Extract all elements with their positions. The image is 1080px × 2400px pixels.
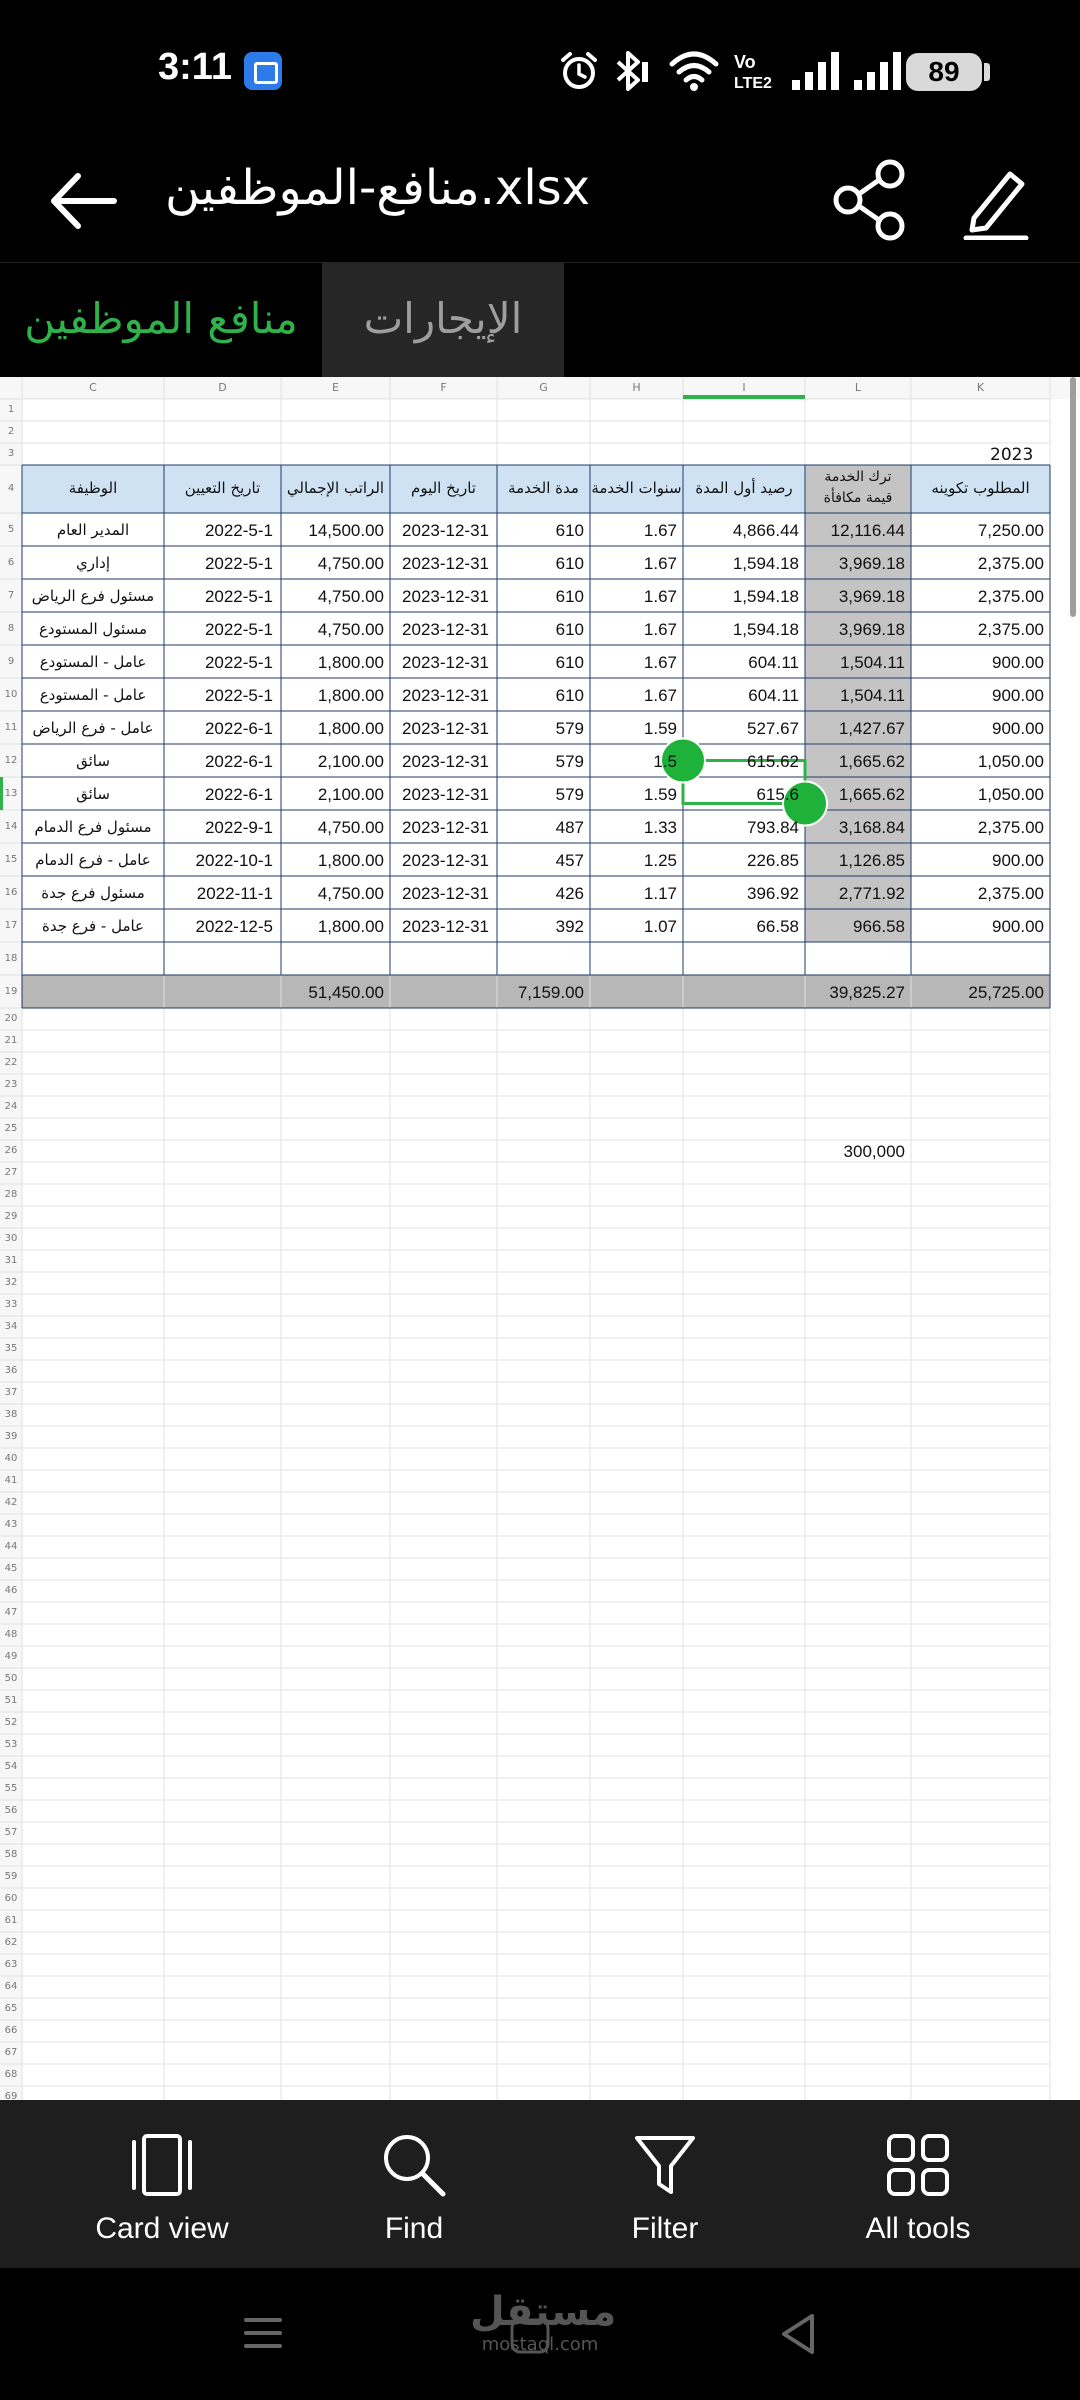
number-cell: 392 — [555, 917, 584, 936]
status-time: 3:11 — [158, 46, 232, 88]
row-number: 36 — [4, 1365, 18, 1376]
row-number: 19 — [4, 985, 18, 997]
app-bar — [0, 140, 1080, 262]
battery-icon — [984, 63, 990, 81]
battery-level: 89 — [906, 53, 982, 91]
column-letter: K — [976, 381, 985, 394]
row-number: 59 — [4, 1871, 18, 1882]
number-cell: 226.85 — [747, 851, 799, 870]
all-tools-button[interactable] — [793, 2100, 1043, 2268]
job-cell: عامل - المستودع — [39, 686, 147, 704]
svg-text:LTE2: LTE2 — [734, 75, 772, 92]
date-cell: 2022-5-1 — [204, 554, 273, 573]
row-number: 40 — [4, 1453, 18, 1464]
row-number: 32 — [4, 1277, 18, 1288]
job-cell: إداري — [76, 554, 110, 572]
date-cell: 2023-12-31 — [402, 521, 489, 540]
number-cell: 4,750.00 — [317, 620, 384, 639]
number-cell: 1,050.00 — [977, 752, 1044, 771]
date-cell: 2022-5-1 — [204, 620, 273, 639]
number-cell: 527.67 — [747, 719, 799, 738]
number-cell: 1,594.18 — [732, 620, 799, 639]
number-cell: 426 — [555, 884, 584, 903]
number-cell: 1.59 — [643, 785, 677, 804]
row-number: 24 — [4, 1101, 18, 1112]
row-number: 58 — [4, 1849, 18, 1860]
number-cell: 579 — [555, 752, 584, 771]
number-cell: 900.00 — [992, 851, 1044, 870]
number-cell: 1.67 — [643, 521, 677, 540]
number-cell: 1.67 — [643, 554, 677, 573]
total-eos: 39,825.27 — [829, 983, 905, 1002]
row-number: 2 — [7, 426, 15, 437]
number-cell: 1,504.11 — [840, 686, 905, 705]
date-cell: 2023-12-31 — [402, 653, 489, 672]
filter-label: Filter — [631, 2212, 699, 2245]
column-header: ترك الخدمة — [824, 469, 892, 485]
spreadsheet-grid[interactable] — [0, 377, 1080, 2100]
job-cell: مسئول فرع الدمام — [34, 818, 152, 836]
job-cell: عامل - فرع الدمام — [35, 851, 151, 869]
number-cell: 2,375.00 — [977, 620, 1044, 639]
date-cell: 2022-9-1 — [204, 818, 273, 837]
row-number: 28 — [4, 1189, 18, 1200]
number-cell: 1.67 — [643, 620, 677, 639]
row-number: 17 — [4, 919, 18, 931]
number-cell: 615.62 — [747, 752, 799, 771]
number-cell: 4,750.00 — [317, 587, 384, 606]
card-view-button[interactable] — [37, 2100, 287, 2268]
row-number: 34 — [4, 1321, 18, 1332]
column-letter: D — [218, 381, 227, 394]
card-view-label: Card view — [95, 2212, 229, 2245]
number-cell: 579 — [555, 719, 584, 738]
signal-icon — [852, 50, 904, 92]
date-cell: 2022-11-1 — [196, 884, 273, 903]
watermark-arabic: مستقل — [470, 2289, 617, 2335]
home-icon[interactable] — [508, 2316, 552, 2356]
row-number: 55 — [4, 1783, 18, 1794]
column-letter: G — [539, 381, 548, 394]
row-number: 13 — [4, 787, 18, 799]
notification-app-icon — [244, 52, 282, 90]
column-letter: L — [854, 381, 862, 394]
find-button[interactable] — [289, 2100, 539, 2268]
row-number: 33 — [4, 1299, 18, 1310]
column-header: الراتب الإجمالي — [286, 479, 385, 497]
number-cell: 1,665.62 — [838, 785, 905, 804]
file-title: منافع-الموظفين.xlsx — [165, 160, 591, 216]
column-header: مدة الخدمة — [508, 479, 579, 497]
row-number: 56 — [4, 1805, 18, 1816]
row-number: 46 — [4, 1585, 18, 1596]
status-bar — [0, 0, 1080, 140]
date-cell: 2022-6-1 — [204, 752, 273, 771]
row-number: 41 — [4, 1475, 18, 1486]
row-number: 60 — [4, 1893, 18, 1904]
filter-icon — [630, 2130, 700, 2200]
number-cell: 1.5 — [653, 752, 677, 771]
back-arrow-icon[interactable] — [44, 166, 124, 236]
number-cell: 2,375.00 — [977, 587, 1044, 606]
wifi-icon — [668, 50, 720, 92]
row-number: 7 — [7, 589, 15, 601]
row-number: 20 — [4, 1013, 18, 1024]
svg-text:Vo: Vo — [734, 52, 756, 72]
column-header: رصيد أول المدة — [695, 479, 793, 497]
number-cell: 14,500.00 — [308, 521, 384, 540]
number-cell: 3,969.18 — [838, 620, 905, 639]
signal-icon — [790, 50, 842, 92]
date-cell: 2023-12-31 — [402, 554, 489, 573]
number-cell: 1,800.00 — [317, 719, 384, 738]
number-cell: 2,375.00 — [977, 554, 1044, 573]
sheet-tabs — [0, 262, 1080, 377]
number-cell: 615.6 — [756, 785, 799, 804]
row-number: 53 — [4, 1739, 18, 1750]
number-cell: 1.67 — [643, 686, 677, 705]
row-number: 65 — [4, 2003, 18, 2014]
number-cell: 579 — [555, 785, 584, 804]
number-cell: 900.00 — [992, 653, 1044, 672]
date-cell: 2022-6-1 — [204, 719, 273, 738]
number-cell: 610 — [555, 686, 584, 705]
number-cell: 3,969.18 — [838, 554, 905, 573]
grid-icon — [883, 2130, 953, 2200]
number-cell: 7,250.00 — [977, 521, 1044, 540]
row-number: 57 — [4, 1827, 18, 1838]
number-cell: 1.33 — [643, 818, 677, 837]
number-cell: 1,800.00 — [317, 653, 384, 672]
bluetooth-icon — [612, 50, 652, 92]
number-cell: 610 — [555, 620, 584, 639]
number-cell: 900.00 — [992, 719, 1044, 738]
row-number: 25 — [4, 1123, 18, 1134]
total-provision: 25,725.00 — [968, 983, 1044, 1002]
number-cell: 1.07 — [643, 917, 677, 936]
all-tools-label: All tools — [865, 2212, 971, 2245]
job-cell: عامل - فرع جدة — [41, 917, 145, 935]
job-cell: مسئول فرع جدة — [41, 884, 145, 902]
date-cell: 2023-12-31 — [402, 752, 489, 771]
find-label: Find — [384, 2212, 444, 2245]
row-number: 23 — [4, 1079, 18, 1090]
job-cell: سائق — [76, 785, 110, 803]
number-cell: 1,800.00 — [317, 917, 384, 936]
date-cell: 2022-10-1 — [195, 851, 273, 870]
number-cell: 900.00 — [992, 917, 1044, 936]
row-number: 27 — [4, 1167, 18, 1178]
date-cell: 2022-5-1 — [204, 686, 273, 705]
column-letter: C — [89, 381, 97, 394]
number-cell: 396.92 — [747, 884, 799, 903]
alarm-icon — [558, 50, 600, 92]
column-header: تاريخ اليوم — [411, 479, 476, 497]
number-cell: 457 — [555, 851, 584, 870]
column-header: سنوات الخدمة — [591, 479, 682, 497]
total-days: 7,159.00 — [517, 983, 584, 1002]
number-cell: 4,866.44 — [732, 521, 799, 540]
date-cell: 2023-12-31 — [402, 917, 489, 936]
date-cell: 2022-5-1 — [204, 521, 273, 540]
number-cell: 66.58 — [756, 917, 799, 936]
number-cell: 1,594.18 — [732, 587, 799, 606]
row-number: 3 — [7, 448, 15, 459]
row-number: 21 — [4, 1035, 18, 1046]
row-number: 4 — [7, 483, 15, 494]
row-number: 37 — [4, 1387, 18, 1398]
number-cell: 793.84 — [747, 818, 799, 837]
row-number: 12 — [4, 754, 18, 766]
number-cell: 2,375.00 — [977, 884, 1044, 903]
card-view-icon — [127, 2130, 197, 2200]
search-icon — [379, 2130, 449, 2200]
watermark-english: mostaql.com — [481, 2334, 599, 2355]
date-cell: 2022-12-5 — [195, 917, 273, 936]
number-cell: 1,427.67 — [838, 719, 905, 738]
bottom-toolbar — [0, 2100, 1080, 2268]
row-number: 51 — [4, 1695, 18, 1706]
number-cell: 4,750.00 — [317, 818, 384, 837]
row-number: 42 — [4, 1497, 18, 1508]
row-number: 54 — [4, 1761, 18, 1772]
row-number: 22 — [4, 1057, 18, 1068]
system-nav-bar — [0, 2268, 1080, 2400]
job-cell: مسئول المستودع — [38, 620, 148, 638]
date-cell: 2023-12-31 — [402, 884, 489, 903]
number-cell: 604.11 — [748, 686, 799, 705]
number-cell: 1.67 — [643, 653, 677, 672]
row-number: 44 — [4, 1541, 18, 1552]
row-number: 31 — [4, 1255, 18, 1266]
row-number: 66 — [4, 2025, 18, 2036]
row-number: 69 — [4, 2091, 18, 2100]
volte-icon — [732, 50, 780, 92]
number-cell: 1.59 — [643, 719, 677, 738]
row-number: 63 — [4, 1959, 18, 1970]
vertical-scrollbar[interactable] — [1070, 377, 1076, 617]
column-header: المطلوب تكوينه — [931, 479, 1030, 497]
number-cell: 1,504.11 — [840, 653, 905, 672]
row-number: 62 — [4, 1937, 18, 1948]
row-number: 18 — [4, 952, 18, 964]
job-cell: عامل - المستودع — [39, 653, 147, 671]
row-number: 50 — [4, 1673, 18, 1684]
column-letter: F — [440, 381, 447, 394]
number-cell: 610 — [555, 521, 584, 540]
row-number: 45 — [4, 1563, 18, 1574]
row-number: 43 — [4, 1519, 18, 1530]
date-cell: 2023-12-31 — [402, 686, 489, 705]
row-number: 49 — [4, 1651, 18, 1662]
number-cell: 1,800.00 — [317, 686, 384, 705]
extra-value: 300,000 — [843, 1142, 905, 1161]
row-number: 35 — [4, 1343, 18, 1354]
number-cell: 4,750.00 — [317, 884, 384, 903]
number-cell: 1.67 — [643, 587, 677, 606]
row-number: 61 — [4, 1915, 18, 1926]
number-cell: 1,665.62 — [838, 752, 905, 771]
recent-apps-icon[interactable] — [242, 2312, 284, 2354]
number-cell: 12,116.44 — [830, 521, 905, 540]
column-header: الوظيفة — [68, 479, 118, 497]
date-cell: 2023-12-31 — [402, 818, 489, 837]
number-cell: 604.11 — [748, 653, 799, 672]
column-letter: I — [742, 381, 746, 394]
filter-button[interactable] — [540, 2100, 790, 2268]
row-number: 52 — [4, 1717, 18, 1728]
number-cell: 3,969.18 — [838, 587, 905, 606]
number-cell: 966.58 — [853, 917, 905, 936]
share-icon[interactable] — [832, 158, 908, 242]
job-cell: عامل - فرع الرياض — [32, 719, 154, 737]
number-cell: 2,771.92 — [838, 884, 905, 903]
date-cell: 2022-5-1 — [204, 653, 273, 672]
row-number: 38 — [4, 1409, 18, 1420]
row-number: 30 — [4, 1233, 18, 1244]
number-cell: 1.25 — [643, 851, 677, 870]
date-cell: 2022-5-1 — [204, 587, 273, 606]
row-number: 16 — [4, 886, 18, 898]
date-cell: 2023-12-31 — [402, 587, 489, 606]
row-number: 48 — [4, 1629, 18, 1640]
row-number: 5 — [7, 523, 15, 535]
row-number: 26 — [4, 1145, 18, 1156]
row-number: 29 — [4, 1211, 18, 1222]
date-cell: 2023-12-31 — [402, 851, 489, 870]
number-cell: 4,750.00 — [317, 554, 384, 573]
number-cell: 2,100.00 — [317, 752, 384, 771]
job-cell: مسئول فرع الرياض — [31, 587, 155, 605]
number-cell: 1,594.18 — [732, 554, 799, 573]
row-number: 11 — [4, 721, 18, 733]
row-number: 1 — [7, 404, 15, 415]
job-cell: المدير العام — [56, 521, 130, 539]
number-cell: 1,800.00 — [317, 851, 384, 870]
tab-employee-benefits[interactable]: منافع الموظفين — [24, 294, 298, 343]
row-number: 6 — [7, 556, 15, 568]
pencil-icon[interactable] — [960, 160, 1032, 240]
column-header: تاريخ التعيين — [184, 479, 261, 497]
number-cell: 610 — [555, 653, 584, 672]
tab-rentals[interactable]: الإيجارات — [322, 263, 564, 378]
number-cell: 1.17 — [643, 884, 677, 903]
total-salary: 51,450.00 — [308, 983, 384, 1002]
number-cell: 2,375.00 — [977, 818, 1044, 837]
column-header: قيمة مكافأة — [823, 490, 893, 506]
date-cell: 2023-12-31 — [402, 785, 489, 804]
column-letter: H — [632, 381, 641, 394]
number-cell: 610 — [555, 587, 584, 606]
year-label: 2023 — [990, 445, 1034, 465]
row-number: 9 — [7, 655, 15, 667]
number-cell: 1,050.00 — [977, 785, 1044, 804]
number-cell: 3,168.84 — [838, 818, 905, 837]
date-cell: 2023-12-31 — [402, 719, 489, 738]
number-cell: 610 — [555, 554, 584, 573]
date-cell: 2022-6-1 — [204, 785, 273, 804]
column-letter: E — [332, 381, 339, 394]
row-number: 68 — [4, 2069, 18, 2080]
row-number: 10 — [4, 688, 18, 700]
row-number: 64 — [4, 1981, 18, 1992]
date-cell: 2023-12-31 — [402, 620, 489, 639]
number-cell: 900.00 — [992, 686, 1044, 705]
row-number: 39 — [4, 1431, 18, 1442]
number-cell: 487 — [555, 818, 584, 837]
row-number: 15 — [4, 853, 18, 865]
row-number: 47 — [4, 1607, 18, 1618]
row-number: 8 — [7, 622, 15, 634]
row-number: 67 — [4, 2047, 18, 2058]
number-cell: 1,126.85 — [838, 851, 905, 870]
back-nav-icon[interactable] — [778, 2312, 818, 2356]
job-cell: سائق — [76, 752, 110, 770]
number-cell: 2,100.00 — [317, 785, 384, 804]
row-number: 14 — [4, 820, 18, 832]
